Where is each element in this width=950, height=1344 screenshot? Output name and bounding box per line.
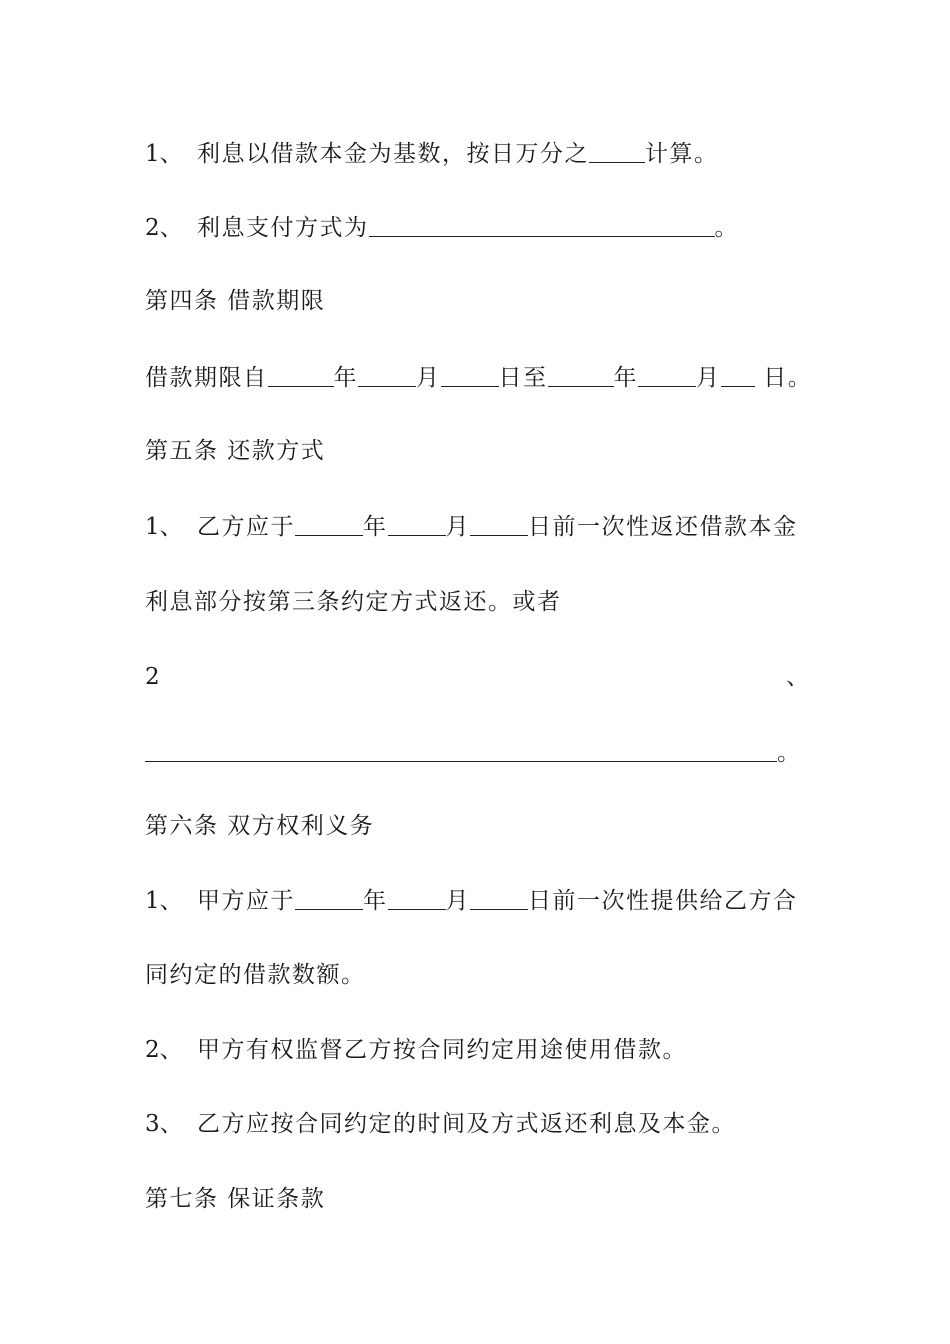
article-heading-5: 第五条 还款方式 bbox=[145, 438, 326, 464]
clause-text: 年 bbox=[363, 888, 388, 914]
clause-text: 年 bbox=[613, 365, 638, 391]
clause-text: 月 bbox=[416, 365, 441, 391]
blank-field bbox=[470, 885, 528, 910]
blank-field bbox=[295, 885, 363, 910]
clause-line-repayment-2-blank bbox=[145, 737, 802, 768]
blank-field bbox=[441, 362, 499, 387]
clause-text: 利息支付方式为 bbox=[197, 215, 369, 241]
clause-text: 年 bbox=[333, 365, 358, 391]
clause-text: 日前一次性提供给乙方合 bbox=[528, 888, 798, 914]
clause-text: 日至 bbox=[498, 365, 548, 391]
item-number: 2、 bbox=[145, 215, 183, 241]
clause-line-repayment-1 bbox=[145, 511, 798, 542]
item-number: 1、 bbox=[145, 141, 183, 167]
clause-text: 日。 bbox=[754, 365, 813, 391]
clause-text: 。 bbox=[777, 740, 802, 766]
item-number: 2、 bbox=[145, 1037, 183, 1063]
blank-field bbox=[721, 362, 755, 387]
item-number: 1、 bbox=[145, 514, 183, 540]
blank-field bbox=[589, 138, 645, 163]
clause-line-repayment-2 bbox=[0, 662, 950, 692]
blank-field bbox=[388, 885, 446, 910]
clause-text: 月 bbox=[445, 888, 470, 914]
blank-field bbox=[295, 511, 363, 536]
blank-field bbox=[358, 362, 416, 387]
clause-text: 年 bbox=[363, 514, 388, 540]
item-number: 2 bbox=[145, 664, 162, 690]
clause-text: 计算。 bbox=[645, 141, 719, 167]
blank-field bbox=[548, 362, 614, 387]
blank-field bbox=[638, 362, 696, 387]
clause-text: 。 bbox=[714, 215, 739, 241]
clause-text: 甲方有权监督乙方按合同约定用途使用借款。 bbox=[197, 1037, 687, 1063]
clause-line-rights-2 bbox=[145, 1035, 687, 1065]
clause-line-rights-1-cont: 同约定的借款数额。 bbox=[145, 962, 366, 988]
clause-text: 乙方应按合同约定的时间及方式返还利息及本金。 bbox=[197, 1111, 736, 1137]
article-heading-4: 第四条 借款期限 bbox=[145, 288, 326, 314]
clause-text: 乙方应于 bbox=[197, 514, 295, 540]
clause-line-interest-payment bbox=[145, 212, 739, 243]
clause-line-repayment-cont: 利息部分按第三条约定方式返还。或者 bbox=[145, 589, 562, 615]
clause-line-loan-term bbox=[145, 362, 812, 393]
blank-field bbox=[369, 212, 715, 237]
blank-field bbox=[470, 511, 528, 536]
clause-text: 月 bbox=[696, 365, 721, 391]
punctuation-mark: 、 bbox=[786, 664, 811, 690]
clause-text: 借款期限自 bbox=[145, 365, 268, 391]
clause-text: 利息以借款本金为基数，按日万分之 bbox=[197, 141, 589, 167]
clause-text: 日前一次性返还借款本金 bbox=[528, 514, 798, 540]
clause-line-interest-rate bbox=[145, 138, 719, 169]
item-number: 3、 bbox=[145, 1111, 183, 1137]
clause-text: 甲方应于 bbox=[197, 888, 295, 914]
blank-field bbox=[268, 362, 334, 387]
item-number: 1、 bbox=[145, 888, 183, 914]
clause-line-rights-3 bbox=[145, 1109, 736, 1139]
blank-field bbox=[145, 737, 777, 762]
article-heading-6: 第六条 双方权利义务 bbox=[145, 813, 375, 839]
clause-text: 月 bbox=[445, 514, 470, 540]
blank-field bbox=[388, 511, 446, 536]
article-heading-7: 第七条 保证条款 bbox=[145, 1186, 326, 1212]
clause-line-rights-1 bbox=[145, 885, 798, 916]
